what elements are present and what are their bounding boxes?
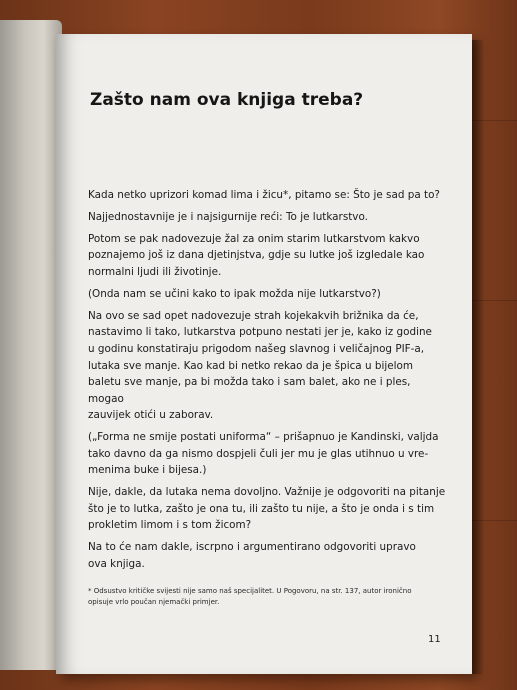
footnote: * Odsustvo kritičke svijesti nije samo naš specijalitet. U Pogovoru, na str. 137, autor ironično opisuje vrlo poučan njemački primjer. bbox=[88, 587, 412, 606]
paragraph: Najjednostavnije je i najsigurnije reći: To je lutkarstvo. bbox=[88, 210, 368, 223]
paragraph: (Onda nam se učini kako to ipak možda nije lutkarstvo?) bbox=[88, 287, 381, 300]
body-text bbox=[88, 187, 448, 578]
paragraph: Nije, dakle, da lutaka nema dovoljno. Važnije je odgovoriti na pitanje što je to lutka, zašto je ona tu, ili zašto tu nije, a što je onda i s tim prokletim limom i s tom žicom? bbox=[88, 486, 446, 532]
left-page-edge bbox=[0, 20, 62, 670]
page-number: 11 bbox=[428, 634, 441, 645]
page-shadow bbox=[472, 40, 484, 674]
chapter-title: Zašto nam ova knjiga treba? bbox=[90, 90, 364, 110]
paragraph: („Forma ne smije postati uniforma“ – prišapnuo je Kandinski, valjda tako davno da ga nismo dospjeli čuli jer mu je glas utihnuo u vre- menima buke i bijesa.) bbox=[88, 431, 439, 477]
paragraph: Potom se pak nadovezuje žal za onim starim lutkarstvom kakvo poznajemo još iz dana djetinjstva, gdje su lutke još izgledale kao normalni ljudi ili životinje. bbox=[88, 232, 425, 278]
paragraph: Kada netko uprizori komad lima i žicu*, pitamo se: Što je sad pa to? bbox=[88, 189, 440, 201]
paragraph: Na ovo se sad opet nadovezuje strah kojekakvih brižnika da će, nastavimo li tako, lutkarstva potpuno nestati jer je, kako iz godine u godinu konstatiraju prigodom našeg slavnog i veličajnog PIF-a, lutaka sve manje. Kao kad bi netko rekao da je špica u bijelom baletu sve manje, pa bi možda tako i sam balet, ako ne i ples, mogao zauvijek otići u zaborav. bbox=[88, 309, 432, 422]
paragraph: Na to će nam dakle, iscrpno i argumentirano odgovoriti upravo ova knjiga. bbox=[88, 541, 416, 570]
